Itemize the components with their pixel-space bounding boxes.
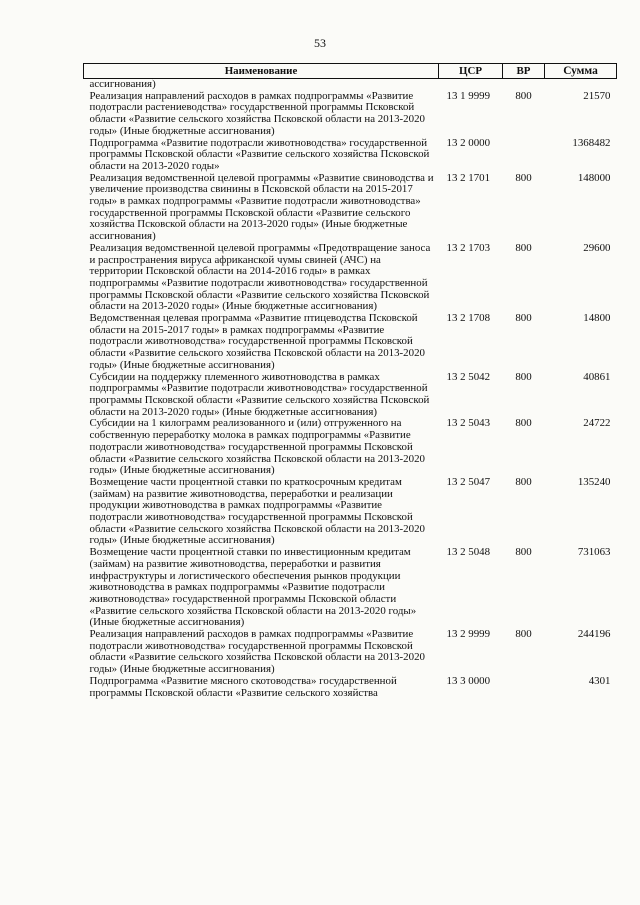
row-sum: 40861 — [583, 370, 611, 383]
row-csr: 13 2 1703 — [446, 241, 491, 254]
row-csr: 13 2 0000 — [446, 136, 491, 149]
row-sum: 14800 — [583, 312, 611, 325]
row-vr: 800 — [515, 628, 532, 641]
row-name: Ведомственная целевая программа «Развитие птицеводства Псковской области на 2015-2017 годы» в рамках подпрограммы «Развитие подотрасли животноводства» государственной программы Псковской области «Развитие сельского хозяйства Псковской области на 2013-2020 годы» (Иные бюджетные ассигнования) — [89, 312, 425, 371]
row-sum: 29600 — [583, 241, 611, 254]
row-csr: 13 2 5047 — [446, 475, 491, 488]
row-sum — [545, 79, 617, 91]
table-row — [84, 243, 617, 313]
header-sum: Сумма — [545, 64, 617, 79]
row-name: Субсидии на поддержку племенного животноводства в рамках подпрограммы «Развитие подотрасли животноводства» государственной программы Псковской области «Развитие сельского хозяйства Псковской области на 2013-2020 годы» (Иные бюджетные ассигнования) — [89, 370, 430, 418]
row-name: Реализация направлений расходов в рамках подпрограммы «Развитие подотрасли растениеводства» государственной программы Псковской области «Развитие сельского хозяйства Псковской области на 2013-2020 годы» (Иные бюджетные ассигнования) — [89, 89, 425, 137]
row-name: Субсидии на 1 килограмм реализованного и (или) отгруженного на собственную переработку молока в рамках подпрограммы «Развитие подотрасли животноводства» государственной программы Псковской области «Развитие сельского хозяйства Псковской области на 2013-2020 годы» (Иные бюджетные ассигнования) — [89, 417, 425, 477]
row-sum: 148000 — [577, 171, 611, 184]
row-sum: 24722 — [583, 417, 611, 430]
header-csr: ЦСР — [439, 64, 503, 79]
row-csr: 13 2 9999 — [446, 628, 491, 641]
row-vr: 800 — [515, 546, 532, 559]
row-name: Подпрограмма «Развитие мясного скотоводства» государственной программы Псковской области «Развитие сельского хозяйства — [89, 674, 397, 699]
row-vr — [503, 676, 545, 699]
table-row — [84, 477, 617, 547]
row-sum: 1368482 — [572, 136, 611, 149]
table-row — [84, 372, 617, 419]
row-vr — [503, 138, 545, 173]
row-name: Возмещение части процентной ставки по инвестиционным кредитам (займам) на развитие животноводства, переработки и развития инфраструктуры и логистического обеспечения рынков продукции животноводства в рамках подпрограммы «Развитие подотрасли животноводства» государственной программы Псковской области «Развитие сельского хозяйства Псковской области на 2013-2020 годы» (Иные бюджетные ассигнования) — [89, 546, 417, 629]
table-row — [84, 547, 617, 629]
table-row — [84, 676, 617, 699]
table-row — [84, 173, 617, 243]
row-csr: 13 3 0000 — [446, 674, 491, 687]
row-csr: 13 2 1701 — [446, 171, 491, 184]
table-row — [84, 91, 617, 138]
row-vr: 800 — [515, 417, 532, 430]
table-row — [84, 418, 617, 477]
row-sum: 731063 — [577, 546, 611, 559]
header-name: Наименование — [84, 64, 439, 79]
row-vr: 800 — [515, 171, 532, 184]
row-sum: 4301 — [588, 674, 611, 687]
row-vr: 800 — [515, 241, 532, 254]
row-csr: 13 2 5043 — [446, 417, 491, 430]
table-row — [84, 138, 617, 173]
row-vr: 800 — [515, 89, 532, 102]
table-row — [84, 629, 617, 676]
row-vr: 800 — [515, 370, 532, 383]
row-csr: 13 2 1708 — [446, 312, 491, 325]
row-name: Возмещение части процентной ставки по краткосрочным кредитам (займам) на развитие животноводства, переработки и реализации продукции животноводства в рамках подпрограммы «Развитие подотрасли животноводства» государственной программы Псковской области «Развитие сельского хозяйства Псковской области на 2013-2020 годы» (Иные бюджетные ассигнования) — [89, 475, 425, 547]
row-name: ассигнования) — [89, 78, 156, 90]
row-vr: 800 — [515, 312, 532, 325]
row-sum: 244196 — [577, 628, 611, 641]
row-sum: 21570 — [583, 89, 611, 102]
row-vr: 800 — [515, 475, 532, 488]
table-header-row — [84, 64, 617, 79]
row-name: Реализация ведомственной целевой программы «Развитие свиноводства и увеличение производства свинины в Псковской области на 2015-2017 годы» в рамках подпрограммы «Развитие подотрасли животноводства» государственной программы Псковской области «Развитие сельского хозяйства Псковской области на 2013-2020 годы» (Иные бюджетные ассигнования) — [89, 171, 434, 243]
table-row — [84, 79, 617, 91]
row-name: Подпрограмма «Развитие подотрасли животноводства» государственной программы Псковской области «Развитие сельского хозяйства Псковской области на 2013-2020 годы» — [89, 136, 430, 172]
budget-table — [83, 63, 617, 699]
row-csr: 13 2 5048 — [446, 546, 491, 559]
row-name: Реализация ведомственной целевой программы «Предотвращение заноса и распространения вируса африканской чумы свиней (АЧС) на территории Псковской области на 2014-2016 годы» в рамках подпрограммы «Развитие подотрасли животноводства» государственной программы Псковской области «Развитие сельского хозяйства Псковской области на 2013-2020 годы» (Иные бюджетные ассигнования) — [89, 241, 431, 313]
row-vr — [503, 79, 545, 91]
row-csr: 13 1 9999 — [446, 89, 491, 102]
row-csr: 13 2 5042 — [446, 370, 491, 383]
row-sum: 135240 — [577, 475, 611, 488]
table-row — [84, 313, 617, 372]
row-csr — [439, 79, 503, 91]
row-name: Реализация направлений расходов в рамках подпрограммы «Развитие подотрасли животноводства» государственной программы Псковской области «Развитие сельского хозяйства Псковской области на 2013-2020 годы» (Иные бюджетные ассигнования) — [89, 628, 425, 676]
header-vr: ВР — [503, 64, 545, 79]
page-number: 53 — [314, 36, 326, 50]
